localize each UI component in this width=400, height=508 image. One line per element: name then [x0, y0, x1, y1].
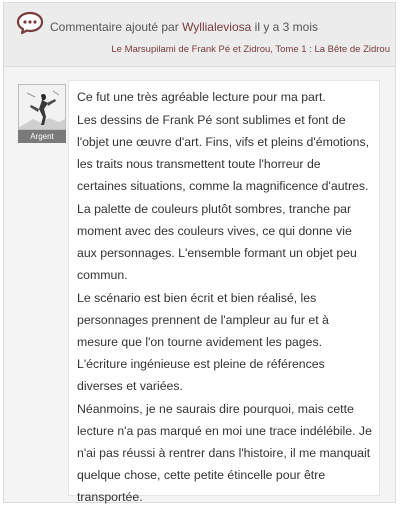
- avatar[interactable]: [18, 84, 66, 130]
- review-paragraph: Ce fut une très agréable lecture pour ma part.: [77, 90, 326, 104]
- comment-header: [4, 3, 395, 67]
- review-paragraph: Les dessins de Frank Pé sont sublimes et font de l'objet une œuvre d'art. Fins, vifs et pleins d'émotions, les traits nous transmettent toute l'horreur de certaines situations, comme la magnificence d'autres.: [77, 113, 370, 193]
- review-paragraph: La palette de couleurs plutôt sombres, tranche par moment avec des couleurs vives, ce qui donne vie aux personnages. L'ensemble formant un objet peu commun.: [77, 202, 357, 282]
- rank-badge: Argent: [18, 130, 66, 143]
- avatar-image: [19, 85, 66, 130]
- comment-card: [3, 2, 396, 503]
- username-link[interactable]: Wyllialeviosa: [182, 20, 252, 34]
- comment-prefix: Commentaire ajouté par: [50, 20, 183, 34]
- comment-meta: [50, 20, 318, 34]
- book-title-link[interactable]: Le Marsupilami de Frank Pé et Zidrou, Tome 1 : La Bête de Zidrou: [111, 44, 390, 55]
- speech-bubble-icon: [16, 11, 44, 35]
- comment-body: [4, 67, 395, 503]
- review-paragraph: Le scénario est bien écrit et bien réalisé, les personnages prennent de l'ampleur au fur et à mesure que l'on tourne avidement les pages. L'écriture ingénieuse est pleine de références diverses et variées.: [77, 291, 329, 393]
- review-text: [68, 80, 380, 504]
- time-ago: il y a 3 mois: [251, 20, 319, 34]
- review-paragraph: Néanmoins, je ne saurais dire pourquoi, mais cette lecture n'a pas marqué en moi une trace indélébile. Je n'ai pas réussi à rentrer dans l'histoire, il me manquait quelque chose, cette petite étincelle pour être transportée.: [77, 402, 372, 504]
